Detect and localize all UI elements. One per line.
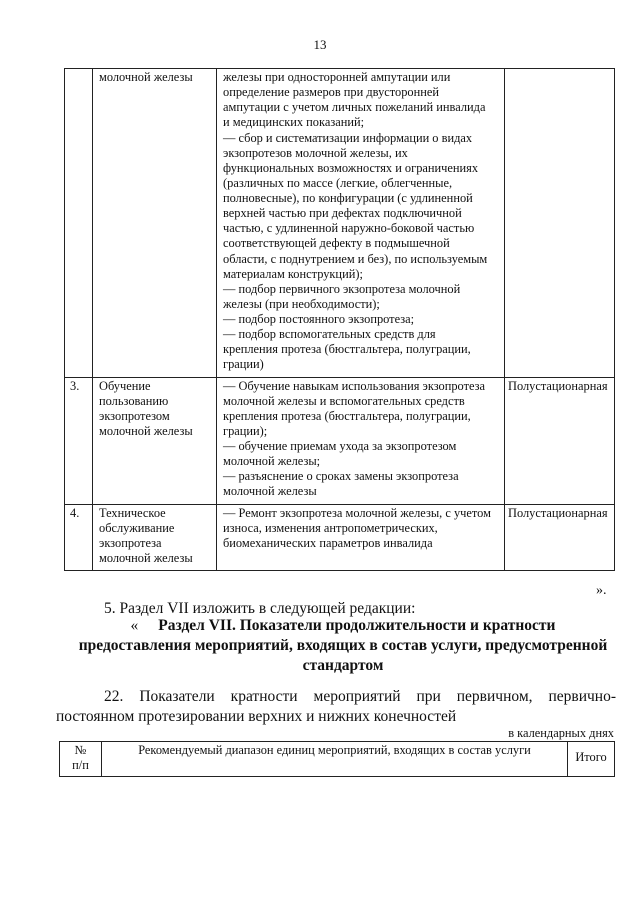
row-form: Полустационарная: [505, 504, 615, 571]
content-line: — подбор первичного экзопротеза молочной: [223, 281, 461, 296]
content-line: материалам конструкций);: [223, 266, 363, 281]
content-line: частью, с удлиненной наружно-боковой частью: [223, 221, 475, 236]
column-header-number: [60, 742, 102, 777]
content-line: ампутации с учетом личных пожеланий инвалида: [223, 100, 486, 115]
content-line: верхней частью при дефектах подключичной: [223, 206, 462, 221]
name-line: молочной железы: [99, 423, 193, 438]
content-line: биомеханических параметров инвалида: [223, 535, 433, 550]
name-line: пользованию: [99, 393, 169, 408]
paragraph-line: 22. Показатели кратности мероприятий при первичном, первично-: [104, 688, 616, 705]
content-line: крепления протеза (бюстгальтера, полуграции,: [223, 342, 471, 357]
row-content: [217, 69, 505, 378]
content-line: — подбор вспомогательных средств для: [223, 327, 436, 342]
frequency-table: [59, 741, 615, 777]
content-line: определение размеров при двусторонней: [223, 85, 440, 100]
content-line: молочной железы: [223, 484, 317, 499]
column-header-range: Рекомендуемый диапазон единиц мероприятий, входящих в состав услуги: [102, 742, 568, 777]
content-line: области, с поднутрением и без), по используемым: [223, 251, 488, 266]
name-line: экзопротеза: [99, 535, 162, 550]
paragraph-22: [56, 687, 616, 727]
table-row: [65, 377, 615, 504]
name-line: Обучение: [99, 378, 151, 393]
row-content: [217, 377, 505, 504]
name-line: Техническое: [99, 505, 166, 520]
content-line: износа, изменения антропометрических,: [223, 520, 438, 535]
content-line: железы (при необходимости);: [223, 296, 380, 311]
page-number: 13: [313, 37, 327, 52]
header-line: №: [74, 743, 87, 757]
table-header-row: [60, 742, 615, 777]
row-number: 4.: [65, 504, 93, 571]
content-line: полновесные), по конфигурации (с удлиненной: [223, 191, 473, 205]
row-name: [93, 377, 217, 504]
heading-text: Раздел VII. Показатели продолжительности и кратности: [158, 617, 556, 634]
name-line: молочной железы: [99, 550, 193, 565]
content-line: функциональных возможностях и ограничениях: [223, 160, 479, 175]
row-form: Полустационарная: [505, 377, 615, 504]
content-line: — Ремонт экзопротеза молочной железы, с учетом: [223, 505, 491, 520]
services-table: [64, 68, 615, 571]
content-line: — обучение приемам ухода за экзопротезом: [223, 439, 457, 453]
column-header-total: Итого: [568, 742, 615, 777]
content-line: грации): [223, 357, 264, 372]
content-line: молочной железы;: [223, 454, 321, 469]
name-line: обслуживание: [99, 520, 175, 535]
content-line: — Обучение навыкам использования экзопротеза: [223, 378, 486, 393]
name-line: экзопротезом: [99, 408, 170, 423]
paragraph-line: постоянном протезировании верхних и нижних конечностей: [56, 708, 457, 726]
heading-line: [56, 616, 630, 636]
units-note: в календарных днях: [508, 726, 614, 740]
heading-line: предоставления мероприятий, входящих в состав услуги, предусмотренной: [78, 637, 608, 655]
header-line: п/п: [72, 757, 89, 772]
content-line: экзопротезов молочной железы, их: [223, 145, 408, 160]
heading-line: стандартом: [302, 657, 384, 675]
closing-quote: ».: [596, 583, 607, 598]
content-line: соответствующей дефекту в подмышечной: [223, 236, 450, 251]
row-name: [93, 504, 217, 571]
content-line: (различных по массе (легкие, облегченные,: [223, 175, 453, 190]
content-line: железы при односторонней ампутации или: [223, 70, 451, 84]
row-number: [65, 69, 93, 378]
content-line: — разъяснение о сроках замены экзопротеза: [223, 469, 459, 484]
row-content: [217, 504, 505, 571]
content-line: молочной железы и вспомогательных средств: [223, 393, 465, 408]
content-line: грации);: [223, 423, 268, 438]
section-heading: [56, 616, 630, 676]
content-line: — подбор постоянного экзопротеза;: [223, 312, 415, 326]
table-row: [65, 504, 615, 571]
table-row: [65, 69, 615, 378]
row-number: 3.: [65, 377, 93, 504]
content-line: и медицинских показаний;: [223, 115, 365, 130]
amendment-text: 5. Раздел VII изложить в следующей редакции:: [104, 600, 416, 617]
open-quote: «: [130, 617, 139, 634]
row-form: [505, 69, 615, 378]
content-line: крепления протеза (бюстгальтера, полуграции,: [223, 408, 471, 423]
row-name: молочной железы: [93, 69, 217, 378]
content-line: — сбор и систематизации информации о видах: [223, 130, 473, 145]
